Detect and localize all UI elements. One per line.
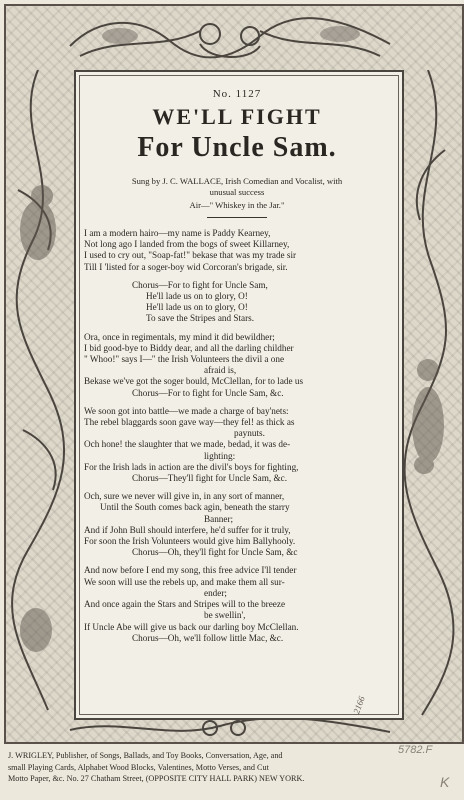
sung-by-line-1: Sung by J. C. WALLACE, Irish Comedian and Vocalist, with	[131, 176, 343, 186]
verse-5	[84, 565, 390, 643]
verse-line: Chorus—They'll fight for Uncle Sam, &c.	[132, 473, 288, 484]
verse-line: We soon got into battle—we made a charge of bay'nets:	[84, 405, 289, 416]
verse-4	[84, 491, 390, 558]
catalog-letter: K	[440, 774, 450, 790]
left-ornament	[8, 70, 72, 720]
verse-line: Not long ago I landed from the bogs of sweet Killarney,	[84, 239, 290, 250]
verse-line: Chorus—Oh, they'll fight for Uncle Sam, &c	[132, 547, 298, 558]
divider-rule	[207, 217, 267, 218]
air-line: Air—" Whiskey in the Jar."	[189, 200, 285, 210]
verse-line: Banner;	[204, 513, 234, 524]
verse-2	[84, 332, 390, 399]
verse-line: And if John Bull should interfere, he'd suffer for it truly,	[84, 524, 291, 535]
song-content	[84, 84, 390, 651]
verse-line: For soon the Irish Volunteers would give him Ballyhooly.	[84, 536, 296, 547]
verse-line: Till I 'listed for a soger-boy wid Corcoran's brigade, sir.	[84, 261, 288, 272]
verse-line: For the Irish lads in action are the divil's boys for fighting,	[84, 461, 299, 472]
verse-1	[84, 228, 390, 273]
footer-line-2: small Playing Cards, Alphabet Wood Blocks, Valentines, Motto Verses, and Cut	[8, 762, 269, 772]
verse-line: And once again the Stars and Stripes will to the breeze	[84, 599, 286, 610]
publisher-footer	[8, 750, 456, 785]
handwritten-note: 2166	[351, 694, 367, 716]
verse-3	[84, 406, 390, 484]
verse-line: Chorus—For to fight for Uncle Sam, &c.	[132, 387, 284, 398]
catalog-number: 5782.F	[398, 744, 433, 756]
verse-line: To save the Stripes and Stars.	[146, 313, 255, 324]
verse-line: lighting:	[204, 450, 236, 461]
verse-line: Bekase we've got the soger bould, McClellan, for to lade us	[84, 376, 304, 387]
title-line-2: For Uncle Sam.	[137, 132, 337, 163]
verse-line: Och hone! the slaughter that we made, bedad, it was de-	[84, 439, 291, 450]
top-ornament	[60, 6, 400, 68]
chorus-1	[84, 280, 390, 325]
verse-line: be swellin',	[204, 610, 246, 621]
title-line-1: WE'LL FIGHT	[152, 104, 322, 129]
verse-line: He'll lade us on to glory, O!	[146, 291, 248, 302]
verse-line: I bid good-bye to Biddy dear, and all the darling childher	[84, 342, 294, 353]
verse-line: Ora, once in regimentals, my mind it did bewildher;	[84, 331, 275, 342]
verse-line: paynuts.	[234, 428, 265, 439]
footer-line-3: Motto Paper, &c. No. 27 Chatham Street, (OPPOSITE CITY HALL PARK) NEW YORK.	[8, 774, 305, 783]
verse-line: We soon will use the rebels up, and make them all sur-	[84, 576, 285, 587]
verse-line: afraid is,	[204, 365, 237, 376]
footer-line-1: J. WRIGLEY, Publisher, of Songs, Ballads, and Toy Books, Conversation, Age, and	[8, 751, 283, 760]
verse-line: Och, sure we never will give in, in any sort of manner,	[84, 491, 285, 502]
verse-line: And now before I end my song, this free advice I'll tender	[84, 565, 297, 576]
verse-line: I am a modern hairo—my name is Paddy Kearney,	[84, 228, 271, 238]
verse-line: He'll lade us on to glory, O!	[146, 302, 248, 313]
song-number: No. 1127	[212, 88, 262, 100]
verse-line: If Uncle Abe will give us back our darling boy McClellan.	[84, 621, 299, 632]
verse-line: Until the South comes back agin, beneath the starry	[100, 502, 290, 513]
verse-line: I used to cry out, "Soap-fat!" bekase that was my trade sir	[84, 250, 297, 261]
verse-line: Chorus—For to fight for Uncle Sam,	[132, 279, 268, 290]
verse-line: " Whoo!" says I—" the Irish Volunteers the divil a one	[84, 354, 285, 365]
sung-by	[84, 176, 390, 198]
right-ornament	[400, 70, 458, 720]
verse-line: The rebel blaggards soon gave way—they fel! as thick as	[84, 417, 295, 428]
verse-line: ender;	[204, 587, 227, 598]
sung-by-line-2: unusual success	[209, 187, 265, 197]
verse-line: Chorus—Oh, we'll follow little Mac, &c.	[132, 632, 284, 643]
